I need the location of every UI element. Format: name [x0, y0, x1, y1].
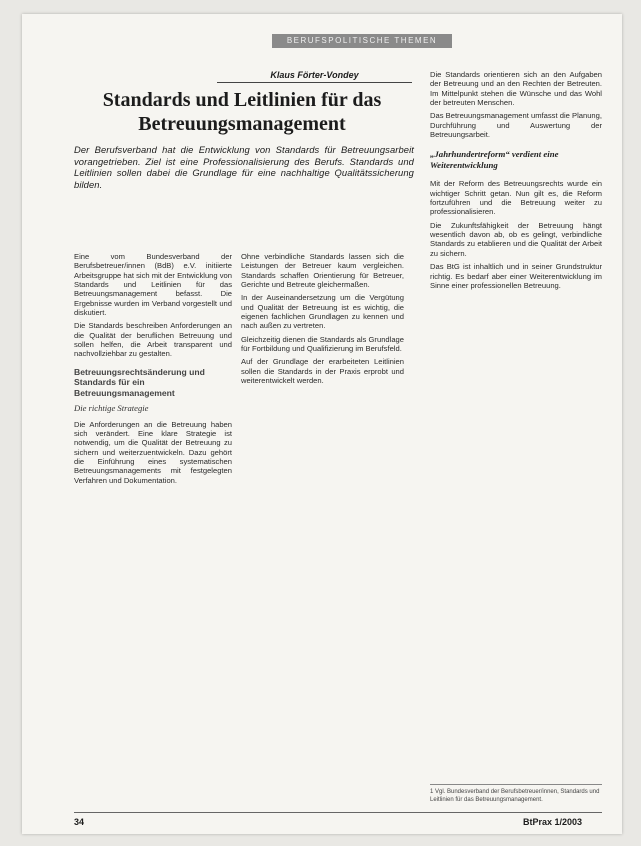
title-line-1: Standards und Leitlinien für das	[102, 89, 382, 111]
footer-rule	[74, 812, 602, 813]
column-2	[241, 252, 404, 832]
document-page	[22, 14, 622, 834]
paragraph: Auf der Grundlage der erarbeiteten Leitlinien sollen die Standards in der Praxis erprobt und weiterentwickelt werden.	[241, 357, 404, 386]
paragraph: Eine vom Bundesverband der Berufsbetreuer/innen (BdB) e.V. initiierte Arbeitsgruppe hat sich mit der Entwicklung von Standards und Leitlinien für das Betreuungsmanagement befasst. Die Ergebnisse wurden im Verband vorgestellt und diskutiert.	[74, 252, 232, 318]
section-heading: „Jahrhundertreform“ verdient eine Weiterentwicklung	[430, 149, 559, 171]
paragraph: Die Standards beschreiben Anforderungen an die Qualität der beruflichen Betreuung und sollen helfen, die Arbeit transparent und nachvollziehbar zu gestalten.	[74, 321, 232, 359]
paragraph: Gleichzeitig dienen die Standards als Grundlage für Fortbildung und Qualifizierung im Berufsfeld.	[241, 334, 404, 354]
section-subheading: Die richtige Strategie	[74, 403, 149, 414]
paragraph: Das Betreuungsmanagement umfasst die Planung, Durchführung und Auswertung der Betreuungsarbeit.	[430, 111, 602, 140]
paragraph: Die Standards orientieren sich an den Aufgaben der Betreuung und an den Rechten der Betreuten. Im Mittelpunkt stehen die Wünsche und das Wohl der betreuten Menschen.	[430, 70, 602, 108]
column-3	[430, 70, 602, 790]
author-line: Klaus Förter-Vondey	[217, 70, 412, 83]
article-title	[82, 88, 402, 136]
paragraph: In der Auseinandersetzung um die Vergütung und Qualität der Betreuung ist es wichtig, die eigenen fachlichen Grundlagen zu kennen und nach außen zu vertreten.	[241, 293, 404, 331]
page-number: 34	[74, 817, 85, 827]
section-heading: Betreuungsrechtsänderung und Standards für ein Betreuungsmanagement	[74, 366, 205, 398]
journal-reference: BtPrax 1/2003	[522, 817, 582, 827]
paragraph: Das BtG ist inhaltlich und in seiner Grundstruktur richtig. Es bedarf aber einer Weiterentwicklung im Sinne einer professionellen Betreuung.	[430, 262, 602, 290]
column-1	[74, 252, 232, 832]
paragraph: Mit der Reform des Betreuungsrechts wurde ein wichtiger Schritt getan. Nun gilt es, die Reform fortzuführen und die Betreuung weiter zu professionalisieren.	[430, 179, 602, 217]
article-lead: Der Berufsverband hat die Entwicklung von Standards für Betreuungsarbeit vorangetrieben. Ziel ist eine Professionalisierung des Berufs. Standards und Leitlinien sollen dabei die Grundlage für eine nachhaltige Qualitätssicherung bilden.	[74, 144, 414, 191]
section-kicker: BERUFSPOLITISCHE THEMEN	[272, 34, 452, 48]
paragraph: Ohne verbindliche Standards lassen sich die Leistungen der Betreuer kaum vergleichen. Standards schaffen Orientierung für Betreuer, Gerichte und Betreute gleichermaßen.	[241, 252, 404, 290]
footnote: 1 Vgl. Bundesverband der Berufsbetreuer/innen, Standards und Leitlinien für das Betreuungsmanagement.	[430, 784, 602, 804]
title-line-2: Betreuungsmanagement	[138, 113, 346, 135]
paragraph: Die Anforderungen an die Betreuung haben sich verändert. Eine klare Strategie ist notwendig, um die Qualität der Betreuung zu sichern und weiterzuentwickeln. Dazu gehört die Einführung eines systematischen Betreuungsmanagements mit festgelegten Verfahren und Dokumentation.	[74, 419, 232, 485]
paragraph: Die Zukunftsfähigkeit der Betreuung hängt wesentlich davon ab, ob es gelingt, verbindliche Standards zu etablieren und die Qualität der Arbeit zu sichern.	[430, 220, 602, 258]
